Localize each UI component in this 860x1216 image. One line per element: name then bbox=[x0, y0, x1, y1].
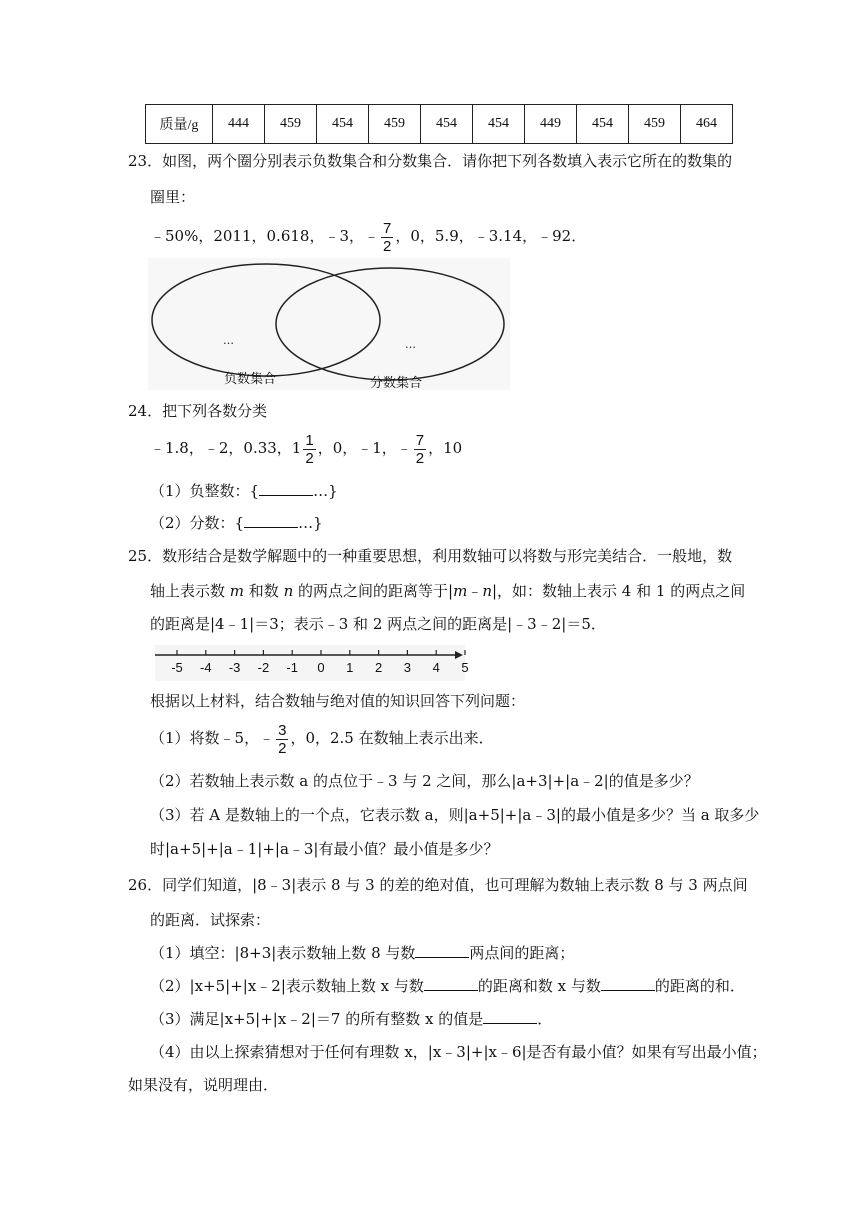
venn-diagram bbox=[148, 258, 510, 390]
q25-part2: （2）若数轴上表示数 a 的点位于﹣3 与 2 之间，那么|a+3|+|a﹣2|的值是多少？ bbox=[150, 772, 699, 790]
q25-line2 bbox=[150, 580, 745, 601]
q25-part1 bbox=[150, 718, 494, 758]
q23-stem: 23．如图，两个圈分别表示负数集合和分数集合．请你把下列各数填入表示它所在的数集的 bbox=[128, 152, 733, 170]
q23-numbers bbox=[150, 218, 586, 254]
venn-svg bbox=[148, 258, 510, 390]
text: 和数 bbox=[244, 582, 284, 600]
tick-label: -4 bbox=[200, 660, 212, 675]
text: ，0，2.5 在数轴上表示出来． bbox=[290, 729, 494, 747]
q26-part4-line2: 如果没有，说明理由． bbox=[128, 1076, 279, 1094]
text: （1）填空：|8+3|表示数轴上数 8 与数 bbox=[150, 944, 416, 962]
fraction-denominator: 2 bbox=[415, 449, 425, 467]
table-cell: 459 bbox=[265, 105, 317, 144]
table-cell: 454 bbox=[473, 105, 525, 144]
tick-label: 2 bbox=[374, 660, 383, 675]
var-n: n bbox=[482, 582, 492, 600]
table-cell: 454 bbox=[577, 105, 629, 144]
q26-line1: 26．同学们知道，|8﹣3|表示 8 与 3 的差的绝对值，也可理解为数轴上表示数 8 与 3 两点间 bbox=[128, 876, 748, 894]
fraction bbox=[276, 723, 288, 756]
q23-numbers-before: ﹣50%，2011，0.618，﹣3，﹣ bbox=[150, 227, 379, 245]
axis-ticks bbox=[171, 650, 468, 675]
q26-part4-line1: （4）由以上探索猜想对于任何有理数 x，|x﹣3|+|x﹣6|是否有最小值？如果有写出最小值； bbox=[150, 1043, 767, 1061]
venn-dots-right: … bbox=[405, 338, 416, 351]
fraction-denominator: 2 bbox=[278, 739, 287, 757]
answer-blank bbox=[483, 1009, 537, 1024]
text: （3）满足|x+5|+|x﹣2|＝7 的所有整数 x 的值是 bbox=[150, 1010, 484, 1028]
table-cell: 454 bbox=[317, 105, 369, 144]
q24-numbers-c: ，10 bbox=[428, 439, 463, 457]
text: （2）|x+5|+|x﹣2|表示数轴上数 x 与数 bbox=[150, 977, 424, 995]
tick-label: -5 bbox=[171, 660, 183, 675]
tick-label: 4 bbox=[432, 660, 440, 675]
q25-line1: 25．数形结合是数学解题中的一种重要思想，利用数轴可以将数与形完美结合．一般地，数 bbox=[128, 547, 733, 565]
q25-part3-line1: （3）若 A 是数轴上的一个点，它表示数 a，则|a+5|+|a﹣3|的最小值是多少？当 a 取多少 bbox=[150, 806, 760, 824]
answer-blank bbox=[259, 481, 313, 496]
q25-intro: 根据以上材料，结合数轴与绝对值的知识回答下列问题： bbox=[150, 692, 526, 710]
tick-label: -1 bbox=[286, 660, 298, 675]
var-m: m bbox=[229, 582, 245, 600]
fraction-numerator: 3 bbox=[278, 721, 287, 739]
fraction-numerator: 7 bbox=[383, 219, 392, 237]
fraction bbox=[381, 221, 393, 254]
q24-part1 bbox=[150, 480, 338, 501]
var-m: m bbox=[453, 582, 468, 600]
q23-numbers-after: ，0，5.9，﹣3.14，﹣92． bbox=[395, 227, 587, 245]
q24-part2-end: …} bbox=[298, 514, 323, 532]
table-cell: 459 bbox=[629, 105, 681, 144]
table-header-cell: 质量/g bbox=[146, 105, 213, 144]
axis-arrow bbox=[455, 651, 463, 659]
number-line-svg bbox=[155, 645, 469, 681]
text: 的两点之间的距离等于| bbox=[293, 582, 454, 600]
fraction-denominator: 2 bbox=[305, 449, 314, 467]
q24-numbers-b: ，0，﹣1，﹣ bbox=[317, 439, 412, 457]
text: 的距离的和． bbox=[654, 977, 745, 995]
q25-line3: 的距离是|4﹣1|＝3；表示﹣3 和 2 两点之间的距离是|﹣3﹣2|＝5． bbox=[150, 615, 606, 633]
answer-blank bbox=[601, 976, 655, 991]
answer-blank bbox=[415, 943, 469, 958]
negative-set-circle bbox=[152, 264, 380, 376]
q26-line2: 的距离．试探索： bbox=[150, 911, 271, 929]
q24-part1-end: …} bbox=[313, 482, 338, 500]
q26-part2 bbox=[150, 975, 745, 996]
venn-dots-left: … bbox=[223, 334, 234, 347]
table-row bbox=[146, 105, 733, 144]
q26-part1 bbox=[150, 942, 574, 963]
tick-label: 5 bbox=[461, 660, 469, 675]
fraction-set-label: 分数集合 bbox=[370, 376, 423, 391]
fraction-numerator: 7 bbox=[415, 431, 425, 449]
table-cell: 444 bbox=[213, 105, 265, 144]
fraction bbox=[414, 433, 426, 466]
table-cell: 459 bbox=[369, 105, 421, 144]
q24-part1-label: （1）负整数：{ bbox=[150, 482, 260, 500]
number-line bbox=[155, 645, 469, 681]
fraction-numerator: 1 bbox=[305, 431, 314, 449]
fraction-denominator: 2 bbox=[383, 237, 392, 255]
tick-label: 1 bbox=[346, 660, 354, 675]
fraction-set-circle bbox=[276, 268, 504, 380]
text: 轴上表示数 bbox=[150, 582, 230, 600]
negative-set-label: 负数集合 bbox=[224, 372, 277, 387]
answer-blank bbox=[244, 513, 298, 528]
mass-table bbox=[145, 104, 733, 144]
text: 两点间的距离； bbox=[469, 944, 575, 962]
q24-numbers bbox=[150, 428, 462, 468]
text: ． bbox=[537, 1010, 553, 1028]
q23-stem-cont: 圈里： bbox=[150, 188, 196, 206]
table-cell: 464 bbox=[681, 105, 733, 144]
answer-blank bbox=[424, 976, 478, 991]
tick-label: 3 bbox=[403, 660, 412, 675]
q26-part3 bbox=[150, 1008, 552, 1029]
table-cell: 454 bbox=[421, 105, 473, 144]
q24-part2-label: （2）分数：{ bbox=[150, 514, 245, 532]
q24-part2 bbox=[150, 512, 323, 533]
tick-label: -2 bbox=[257, 660, 270, 675]
tick-label: 0 bbox=[317, 660, 325, 675]
mixed-fraction bbox=[303, 433, 315, 466]
q24-stem: 24．把下列各数分类 bbox=[128, 402, 268, 420]
q24-numbers-a: ﹣1.8，﹣2，0.33，1 bbox=[150, 439, 302, 457]
q25-part3-line2: 时|a+5|+|a﹣1|+|a﹣3|有最小值？最小值是多少？ bbox=[150, 840, 499, 858]
text: 的距离和数 x 与数 bbox=[477, 977, 601, 995]
text: ﹣ bbox=[467, 582, 483, 600]
text: |，如：数轴上表示 4 和 1 的两点之间 bbox=[491, 582, 746, 600]
tick-label: -3 bbox=[228, 660, 241, 675]
var-n: n bbox=[283, 582, 294, 600]
table-cell: 449 bbox=[525, 105, 577, 144]
text: （1）将数﹣5，﹣ bbox=[150, 729, 275, 747]
